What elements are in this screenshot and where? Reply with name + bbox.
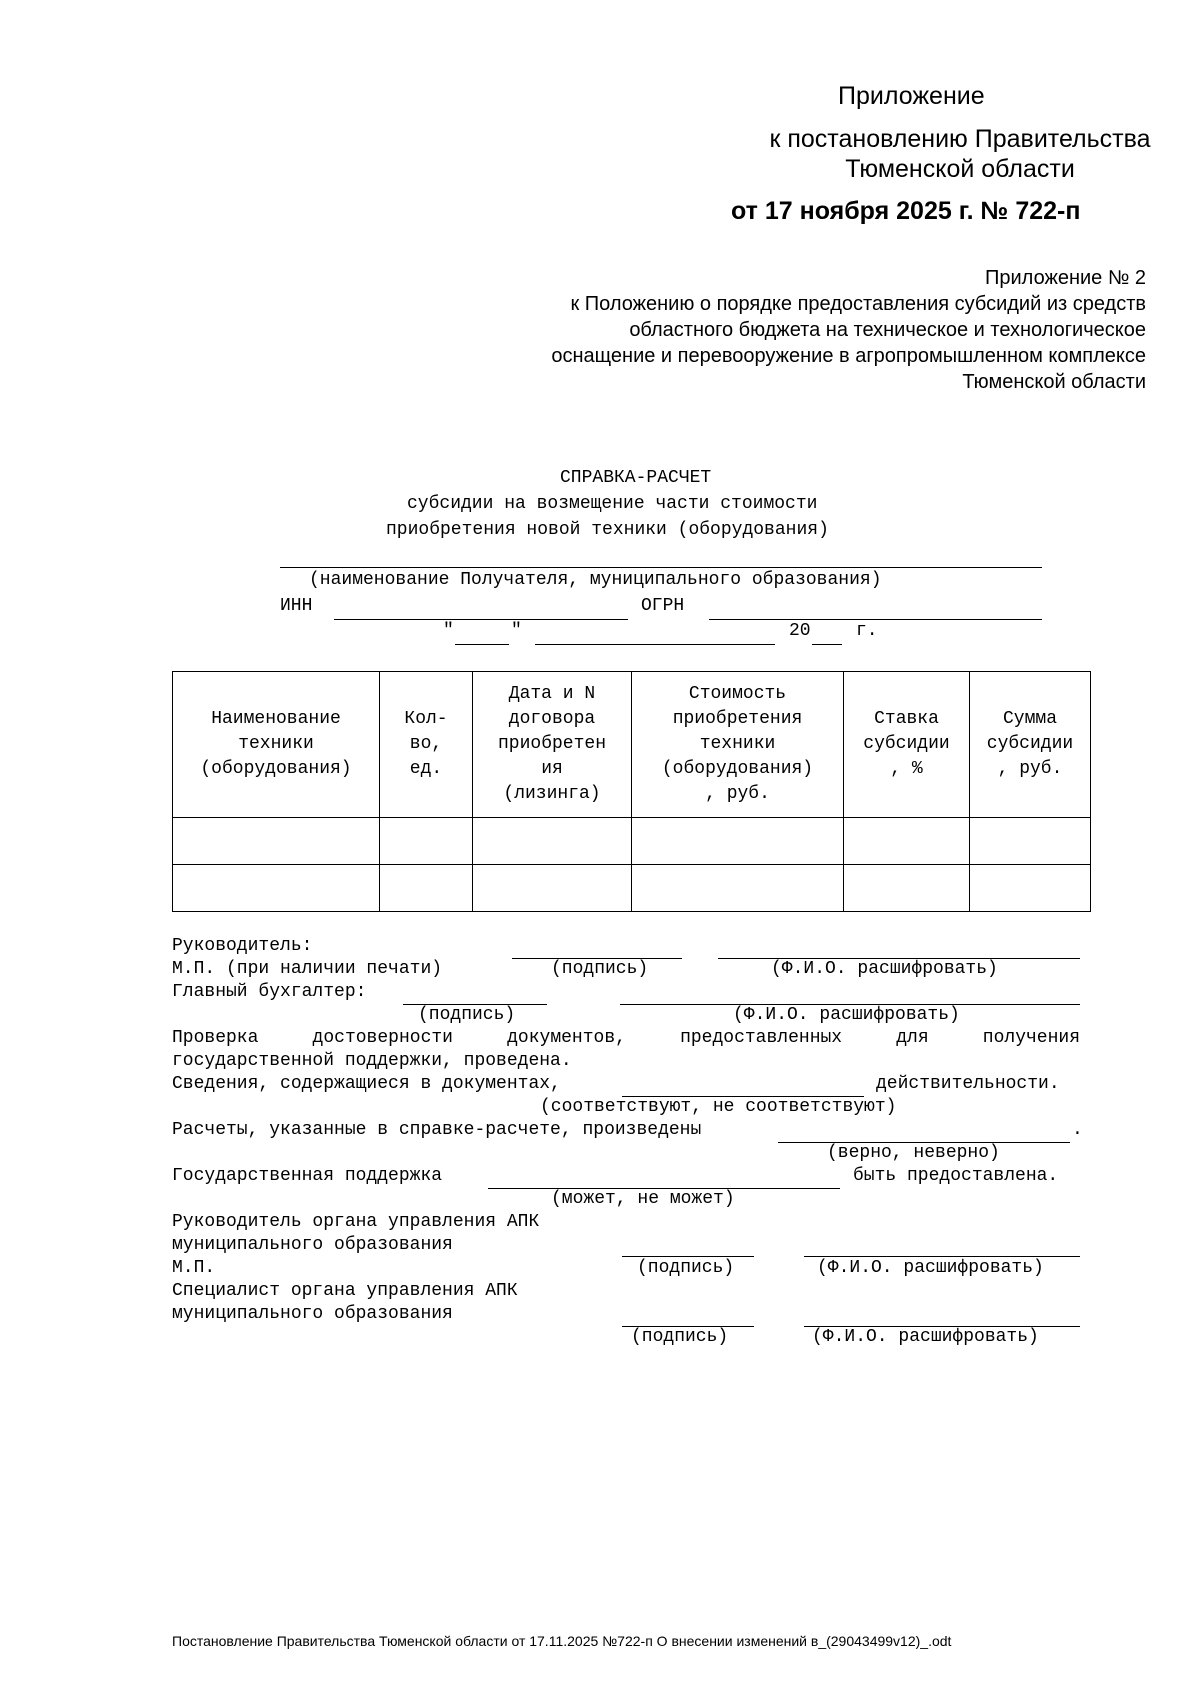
column-header-equipment-name: Наименование техники (оборудования) <box>173 672 380 818</box>
date-month-field[interactable] <box>535 644 775 645</box>
date-day-field[interactable] <box>455 644 509 645</box>
table-cell[interactable] <box>473 865 632 912</box>
calc-caption: (верно, неверно) <box>827 1143 1000 1163</box>
resolution-date-number: от 17 ноября 2025 г. № 722-п <box>731 197 1081 225</box>
specialist-signature-caption: (подпись) <box>631 1327 729 1347</box>
inn-field[interactable] <box>334 619 628 620</box>
resolution-line-2: Тюменской области <box>845 155 1075 183</box>
table-cell[interactable] <box>970 865 1091 912</box>
head-label: Руководитель: <box>172 936 313 956</box>
head-signature-caption: (подпись) <box>551 959 649 979</box>
info-label: Сведения, содержащиеся в документах, <box>172 1074 561 1094</box>
info-suffix: действительности. <box>876 1074 1060 1094</box>
ogrn-label: ОГРН <box>641 596 685 616</box>
check-statement-line-1: Проверка достоверности документов, предоставленных для получения <box>172 1028 1080 1048</box>
apk-stamp-label: М.П. <box>172 1258 216 1278</box>
table-cell[interactable] <box>844 818 970 865</box>
calc-label: Расчеты, указанные в справке-расчете, произведены <box>172 1120 702 1140</box>
subsidy-table <box>172 671 1091 912</box>
info-caption: (соответствуют, не соответствуют) <box>540 1097 897 1117</box>
table-cell[interactable] <box>844 865 970 912</box>
date-year-suffix: г. <box>856 621 878 641</box>
date-quote-close: " <box>511 621 522 641</box>
stamp-label: М.П. (при наличии печати) <box>172 959 443 979</box>
apk-head-fio-caption: (Ф.И.О. расшифровать) <box>817 1258 1044 1278</box>
specialist-fio-caption: (Ф.И.О. расшифровать) <box>812 1327 1039 1347</box>
appendix-reference <box>551 265 1146 395</box>
appendix-line-4: оснащение и перевооружение в агропромышленном комплексе <box>551 345 1146 367</box>
document-subtitle-1: субсидии на возмещение части стоимости <box>407 494 818 514</box>
support-suffix: быть предоставлена. <box>853 1166 1059 1186</box>
table-cell[interactable] <box>970 818 1091 865</box>
recipient-name-line[interactable] <box>280 567 1042 568</box>
recipient-caption: (наименование Получателя, муниципального образования) <box>309 570 882 590</box>
date-year-prefix: 20 <box>789 621 811 641</box>
date-year-field[interactable] <box>812 644 842 645</box>
attachment-title: Приложение <box>838 82 985 110</box>
accountant-fio-caption: (Ф.И.О. расшифровать) <box>733 1005 960 1025</box>
apk-head-signature-field[interactable] <box>622 1256 754 1257</box>
chief-accountant-label: Главный бухгалтер: <box>172 982 367 1002</box>
apk-head-signature-caption: (подпись) <box>637 1258 735 1278</box>
appendix-line-5: Тюменской области <box>962 371 1146 393</box>
ogrn-field[interactable] <box>709 619 1042 620</box>
column-header-amount: Сумма субсидии , руб. <box>970 672 1091 818</box>
column-header-cost: Стоимость приобретения техники (оборудования) , руб. <box>632 672 844 818</box>
inn-label: ИНН <box>280 596 313 616</box>
column-header-contract: Дата и N договора приобретен ия (лизинга) <box>473 672 632 818</box>
apk-head-line-1: Руководитель органа управления АПК <box>172 1212 540 1232</box>
apk-head-fio-field[interactable] <box>804 1256 1080 1257</box>
table-cell[interactable] <box>380 865 473 912</box>
calc-period: . <box>1072 1120 1083 1140</box>
document-subtitle-2: приобретения новой техники (оборудования) <box>386 520 829 540</box>
table-cell[interactable] <box>380 818 473 865</box>
table-row <box>173 865 1091 912</box>
specialist-line-1: Специалист органа управления АПК <box>172 1281 518 1301</box>
column-header-rate: Ставка субсидии , % <box>844 672 970 818</box>
appendix-line-1: Приложение № 2 <box>985 267 1146 289</box>
table-cell[interactable] <box>173 818 380 865</box>
check-statement-line-2: государственной поддержки, проведена. <box>172 1051 572 1071</box>
head-fio-caption: (Ф.И.О. расшифровать) <box>771 959 998 979</box>
document-footer: Постановление Правительства Тюменской области от 17.11.2025 №722-п О внесении изменений в_(29043499v12)_.odt <box>172 1633 952 1649</box>
resolution-line-1: к постановлению Правительства <box>769 125 1151 153</box>
appendix-line-2: к Положению о порядке предоставления субсидий из средств <box>570 293 1146 315</box>
date-quote-open: " <box>443 621 454 641</box>
apk-head-line-2: муниципального образования <box>172 1235 453 1255</box>
table-cell[interactable] <box>173 865 380 912</box>
table-cell[interactable] <box>632 818 844 865</box>
column-header-quantity: Кол- во, ед. <box>380 672 473 818</box>
table-header-row <box>173 672 1091 818</box>
resolution-reference <box>700 124 1200 184</box>
table-cell[interactable] <box>473 818 632 865</box>
support-caption: (может, не может) <box>551 1189 735 1209</box>
support-label: Государственная поддержка <box>172 1166 443 1186</box>
appendix-line-3: областного бюджета на техническое и технологическое <box>629 319 1146 341</box>
document-title: СПРАВКА-РАСЧЕТ <box>560 468 712 488</box>
table-row <box>173 818 1091 865</box>
specialist-line-2: муниципального образования <box>172 1304 453 1324</box>
accountant-signature-caption: (подпись) <box>418 1005 516 1025</box>
table-cell[interactable] <box>632 865 844 912</box>
